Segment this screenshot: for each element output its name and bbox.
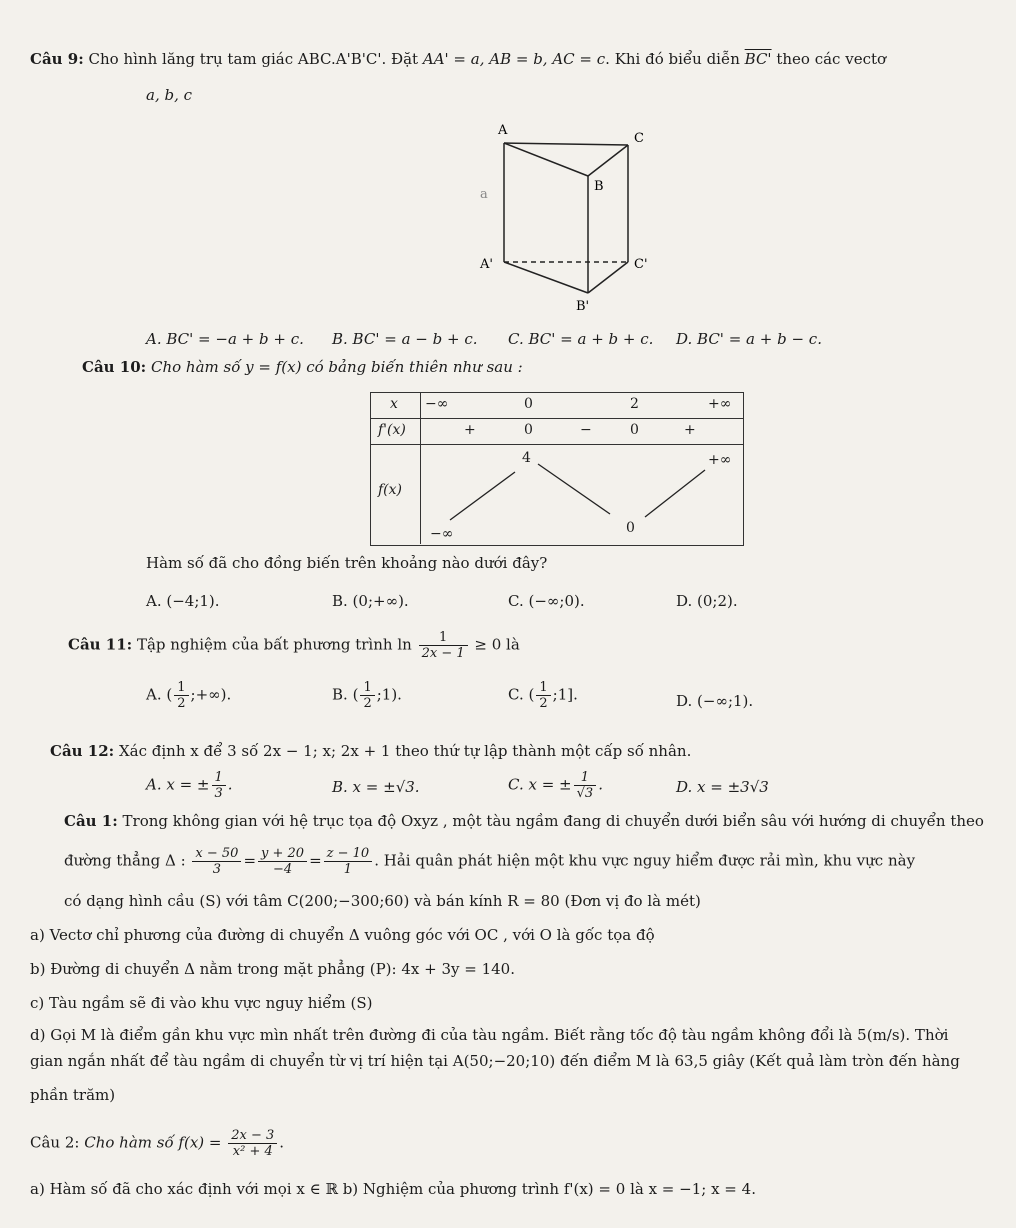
q11-line — [68, 630, 520, 661]
q12-c-pre: C. x = ± — [508, 775, 572, 794]
vt-arrow-up-1 — [450, 472, 515, 520]
q10-option-d[interactable]: D. (0;2). — [676, 592, 738, 610]
p2q1-f2n: y + 20 — [258, 846, 307, 862]
vt-fp-1: 0 — [524, 422, 533, 438]
q12-option-a[interactable] — [146, 770, 233, 801]
q9-option-b[interactable]: B. BC' = a − b + c. — [332, 330, 478, 348]
p2q1-f2d: −4 — [272, 862, 293, 877]
vt-f-3: +∞ — [708, 452, 732, 468]
prism-figure — [460, 110, 680, 320]
edge-AC — [504, 143, 628, 145]
label-C1: C' — [634, 257, 648, 272]
p2q1-statement-a[interactable]: a) Vectơ chỉ phương của đường di chuyển Δ vuông góc với OC , với O là gốc tọa độ — [30, 926, 655, 944]
p2q1-f3d: 1 — [343, 862, 353, 877]
q12-a-den: 3 — [214, 786, 223, 801]
q11-b-den: 2 — [363, 696, 372, 711]
p2q1-statement-d[interactable]: d) Gọi M là điểm gần khu vực mìn nhất trên đường đi của tàu ngầm. Biết rằng tốc độ tàu ngầm không đổi là 5(m/s). Thời — [30, 1026, 949, 1044]
vt-x-1: 0 — [524, 396, 533, 412]
p2q1-line2: đường thẳng Δ : $\frac{x - 50}{3}$ = $\frac{y + 20}{-4}$ = $\frac{z - 10}{1}$ . Hải quân phát hiện một khu vực nguy hiểm được rải mìn, khu vực này — [64, 846, 916, 877]
q12-c-num: 1 — [574, 770, 597, 786]
q11-c-open: ( — [528, 685, 535, 704]
q9-option-a[interactable]: A. BC' = −a + b + c. — [146, 330, 304, 348]
p2q1-sphere: có dạng hình cầu (S) với tâm C(200;−300;60) và bán kính R = 80 (Đơn vị đo là mét) — [64, 892, 701, 910]
q9-option-c[interactable]: C. BC' = a + b + c. — [508, 330, 654, 348]
p2q1-f1n: x − 50 — [192, 846, 241, 862]
q11-c-den: 2 — [539, 696, 548, 711]
q9-setup: AA' = a, AB = b, AC = c — [422, 50, 606, 68]
vt-fp-label: f'(x) — [378, 422, 406, 438]
vt-fp-4: + — [684, 422, 696, 438]
q11-a-num: 1 — [174, 680, 188, 696]
p2q2-text: Cho hàm số f(x) = — [84, 1133, 222, 1152]
q11-a-letter: A. — [146, 685, 162, 704]
p2q1-line-prefix: đường thẳng Δ : — [64, 851, 186, 870]
q12-a-num: 1 — [212, 770, 226, 786]
p2q2-label: Câu 2: — [30, 1133, 80, 1152]
label-A1: A' — [480, 257, 493, 272]
q11-b-letter: B. — [332, 685, 348, 704]
vt-f-0: −∞ — [430, 526, 454, 542]
q9-vectors: a, b, c — [146, 86, 193, 104]
edge-B1C1 — [588, 262, 628, 293]
q11-a-rest: ;+∞). — [190, 685, 232, 704]
label-B: B — [594, 179, 604, 194]
q11-a-den: 2 — [177, 696, 186, 711]
q10-text: Cho hàm số y = f(x) có bảng biến thiên như sau : — [150, 358, 523, 376]
q11-b-open: ( — [352, 685, 359, 704]
q11-d-letter: D. — [676, 692, 693, 710]
q11-label: Câu 11: — [68, 635, 133, 654]
q10-option-c[interactable]: C. (−∞;0). — [508, 592, 585, 610]
edge-AB — [504, 143, 588, 176]
p2q2-line: Câu 2: Cho hàm số f(x) = $\frac{2x - 3}{\text{x² + 4}}$ . — [30, 1128, 285, 1159]
q11-text-before: Tập nghiệm của bất phương trình ln — [136, 635, 412, 654]
q9-text2: . Khi đó biểu diễn — [605, 50, 740, 68]
q12-c-post: . — [598, 775, 603, 794]
q11-a-open: ( — [166, 685, 173, 704]
p2q1-intro: Trong không gian với hệ trục tọa độ Oxyz , một tàu ngầm đang di chuyển dưới biển sâu với hướng di chuyển theo — [122, 812, 984, 830]
q11-text-after: ≥ 0 là — [474, 635, 520, 654]
q12-label: Câu 12: — [50, 742, 115, 760]
p2q1-statement-c[interactable]: c) Tàu ngầm sẽ đi vào khu vực nguy hiểm (S) — [30, 994, 373, 1012]
q11-option-b[interactable] — [332, 680, 402, 711]
vt-x-3: +∞ — [708, 396, 732, 412]
q10-option-b[interactable]: B. (0;+∞). — [332, 592, 409, 610]
q9-text1: Cho hình lăng trụ tam giác ABC.A'B'C'. Đặt — [88, 50, 419, 68]
q12-option-d[interactable]: D. x = ±3√3 — [676, 778, 769, 796]
q11-b-rest: ;1). — [376, 685, 402, 704]
q11-frac-num: 1 — [419, 630, 468, 646]
edge-A1B1 — [504, 262, 588, 293]
q11-c-letter: C. — [508, 685, 524, 704]
label-A: A — [498, 123, 508, 138]
q12-text: Xác định x để 3 số 2x − 1; x; 2x + 1 theo thứ tự lập thành một cấp số nhân. — [118, 742, 692, 760]
q11-option-c[interactable] — [508, 680, 578, 711]
label-vec-a: a — [480, 187, 488, 202]
q9-option-d[interactable]: D. BC' = a + b − c. — [676, 330, 822, 348]
q9-label: Câu 9: — [30, 50, 84, 68]
vt-fp-0: + — [464, 422, 476, 438]
q10-label: Câu 10: — [82, 358, 147, 376]
q10-line — [82, 358, 523, 376]
q11-d-rest: (−∞;1). — [697, 692, 754, 710]
vt-arrow-down — [538, 464, 610, 514]
q10-question: Hàm số đã cho đồng biến trên khoảng nào dưới đây? — [146, 554, 548, 572]
p2q2-num: 2x − 3 — [228, 1128, 277, 1144]
q11-frac-den: 2x − 1 — [421, 646, 465, 661]
p2q1-statement-d3: phần trăm) — [30, 1086, 116, 1104]
vt-arrow-up-2 — [645, 470, 705, 517]
vt-fp-3: 0 — [630, 422, 639, 438]
p2q2-statement-a[interactable]: a) Hàm số đã cho xác định với mọi x ∈ ℝ — [30, 1180, 338, 1198]
q9-line1 — [30, 50, 886, 68]
p2q1-f3n: z − 10 — [324, 846, 373, 862]
q11-c-num: 1 — [536, 680, 550, 696]
vt-f-1: 4 — [522, 450, 531, 466]
vt-x-0: −∞ — [425, 396, 449, 412]
p2q1-f1d: 3 — [212, 862, 222, 877]
vt-fp-2: − — [580, 422, 592, 438]
p2q2-den: x² + 4 — [232, 1144, 273, 1159]
p2q1-statement-b[interactable]: b) Đường di chuyển Δ nằm trong mặt phẳng (P): 4x + 3y = 140. — [30, 960, 515, 978]
p2q2-statement-b[interactable]: b) Nghiệm của phương trình f'(x) = 0 là x = −1; x = 4. — [342, 1180, 756, 1198]
label-C: C — [634, 131, 644, 146]
q12-line — [50, 742, 691, 760]
vt-f-label: f(x) — [378, 482, 403, 498]
vt-x-label: x — [390, 396, 398, 412]
q12-a-post: . — [227, 775, 233, 794]
q12-option-b[interactable]: B. x = ±√3. — [332, 778, 420, 796]
label-B1: B' — [576, 299, 590, 314]
vt-x-2: 2 — [630, 396, 639, 412]
q11-c-rest: ;1]. — [552, 685, 578, 704]
p2q1-label: Câu 1: — [64, 812, 118, 830]
p2q1-line1 — [64, 812, 984, 830]
q11-option-a[interactable] — [146, 680, 231, 711]
q9-bc: BC' — [744, 50, 772, 68]
q12-a-pre: A. x = ± — [146, 775, 210, 794]
q10-option-a[interactable]: A. (−4;1). — [146, 592, 220, 610]
q11-b-num: 1 — [360, 680, 374, 696]
q12-option-c[interactable] — [508, 770, 603, 801]
edge-BC — [588, 145, 628, 176]
vt-f-2: 0 — [626, 520, 635, 536]
q11-option-d[interactable] — [676, 692, 753, 710]
p2q2-statements — [30, 1180, 756, 1198]
q9-text3: theo các vectơ — [776, 50, 887, 68]
q12-c-den: √3 — [576, 786, 594, 801]
p2q1-line-suffix: . Hải quân phát hiện một khu vực nguy hiểm được rải mìn, khu vực này — [374, 851, 916, 870]
p2q1-statement-d2: gian ngắn nhất để tàu ngầm di chuyển từ vị trí hiện tại A(50;−20;10) đến điểm M là 63,5 giây (Kết quả làm tròn đến hàng — [30, 1052, 960, 1070]
